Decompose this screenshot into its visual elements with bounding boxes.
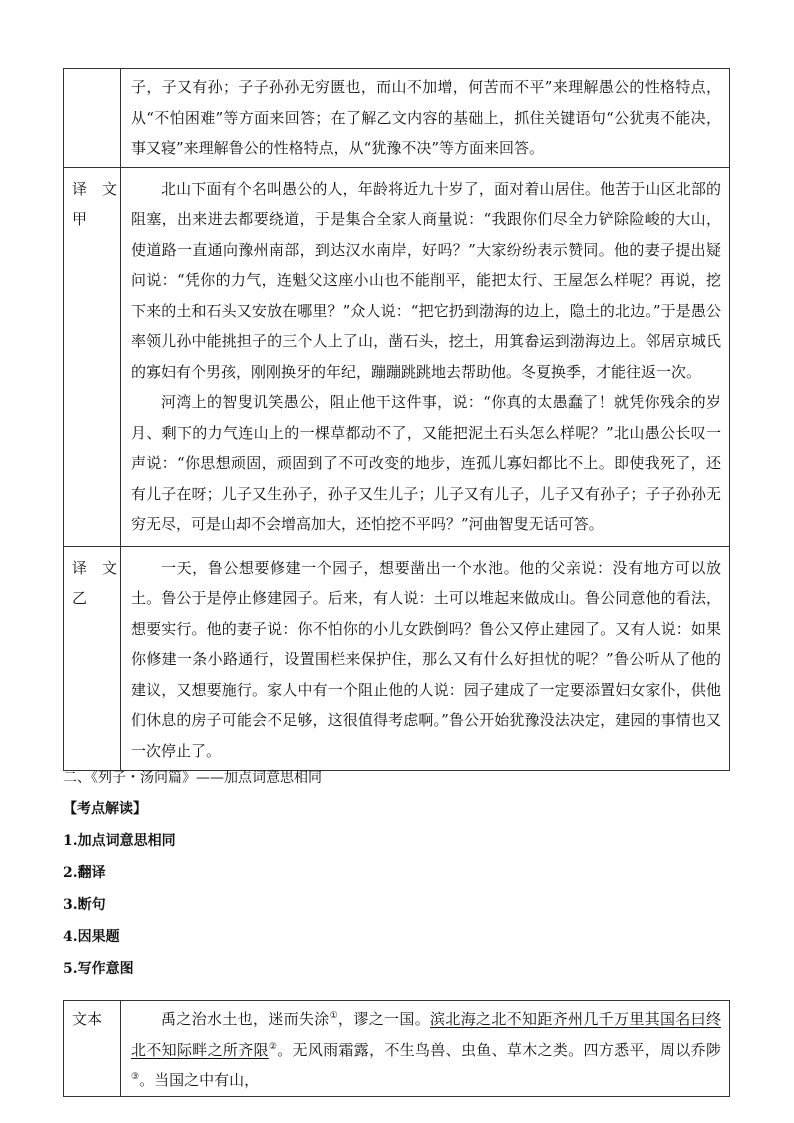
row-label-text: 文本 [64,1001,121,1097]
source-text-cell [121,1001,730,1097]
text-span: 禹之治水土也，迷而失涂 [161,1010,330,1028]
table-row [64,167,730,546]
analysis-text: 子，子又有孙；子子孙孙无穷匮也，而山不加增，何苦而不平”来理解愚公的性格特点，从“不怕困难”等方面来回答；在了解乙文内容的基础上，抓住关键语句“公犹夷不能决，事又寝”来理解鲁公的性格特点，从“犹豫不决”等方面来回答。 [131,78,721,157]
table-row [64,1001,730,1097]
paragraph: 北山下面有个名叫愚公的人，年龄将近九十岁了，面对着山居住。他苦于山区北部的阻塞，出来进去都要绕道，于是集合全家人商量说：“我跟你们尽全力铲除险峻的大山，使道路一直通向豫州南部，到达汉水南岸，好吗？”大家纷纷表示赞同。他的妻子提出疑问说：“凭你的力气，连魁父这座小山也不能削平，能把太行、王屋怎么样呢？再说，挖下来的土和石头又安放在哪里？”众人说：“把它扔到渤海的边上，隐土的北边。”于是愚公率领儿孙中能挑担子的三个人上了山，凿石头，挖土，用箕畚运到渤海边上。邻居京城氏的寡妇有个男孩，刚刚换牙的年纪，蹦蹦跳跳地去帮助他。冬夏换季，才能往返一次。 [131,179,721,381]
footnote-marker: ① [329,1011,339,1021]
underlined-sentence: 滨北海之北不知距齐州几千万里其国名曰终北不知际畔之所齐限 [131,1010,721,1059]
row-label-translation-a [64,167,121,546]
table-row [64,546,730,771]
translation-b-cell [121,546,730,771]
paragraph [131,1004,721,1096]
translation-table [63,68,730,771]
list-item: 5.写作意图 [63,961,134,977]
list-item: 4.因果题 [63,929,120,945]
empty-label-cell [64,69,121,168]
list-item: 2.翻译 [63,865,106,881]
label-line: 甲 [72,209,88,228]
section-heading: 二、《列子・汤问篇》——加点词意思相同 [63,770,322,786]
row-label-translation-b [64,546,121,771]
text-span: 。无风雨霜露，不生鸟兽、虫鱼、草木之类。四方悉平，周以乔陟 [277,1040,721,1059]
list-item: 1.加点词意思相同 [63,833,176,849]
source-text-table [63,1000,730,1097]
analysis-cell [121,69,730,168]
label-line: 译 文 [72,179,118,198]
footnote-marker: ③ [131,1072,140,1082]
list-item: 3.断句 [63,897,106,913]
text-span: 。当国之中有山， [139,1071,260,1089]
kaodian-heading: 【考点解读】 [63,801,147,817]
paragraph: 河湾上的智叟讥笑愚公，阻止他干这件事，说：“你真的太愚蠢了！就凭你残余的岁月、剩下的力气连山上的一棵草都动不了，又能把泥土石头怎么样呢？”北山愚公长叹一声说：“你思想顽固，顽固到了不可改变的地步，连孤儿寡妇都比不上。即使我死了，还有儿子在呀；儿子又生孙子，孙子又生儿子；儿子又有儿子，儿子又有孙子；子子孙孙无穷无尽，可是山却不会增高加大，还怕挖不平吗？”河曲智叟无话可答。 [131,393,721,533]
footnote-marker: ② [268,1041,278,1052]
text-span: ，谬之一国。 [338,1010,431,1028]
paragraph: 一天，鲁公想要修建一个园子，想要凿出一个水池。他的父亲说：没有地方可以放土。鲁公于是停止修建园子。后来，有人说：土可以堆起来做成山。鲁公同意他的看法，想要实行。他的妻子说：你不怕你的小儿女跌倒吗？鲁公又停止建园了。又有人说：如果你修建一条小路通行，设置围栏来保护住，那么又有什么好担忧的呢？”鲁公听从了他的建议，又想要施行。家人中有一个阻止他的人说：园子建成了一定要添置妇女家仆，供他们休息的房子可能会不足够，这很值得考虑啊。”鲁公开始犹豫没法决定，建园的事情也又一次停止了。 [131,558,721,760]
label-line: 乙 [72,588,88,607]
translation-a-cell [121,167,730,546]
table-row [64,69,730,168]
label-line: 译 文 [72,558,118,577]
